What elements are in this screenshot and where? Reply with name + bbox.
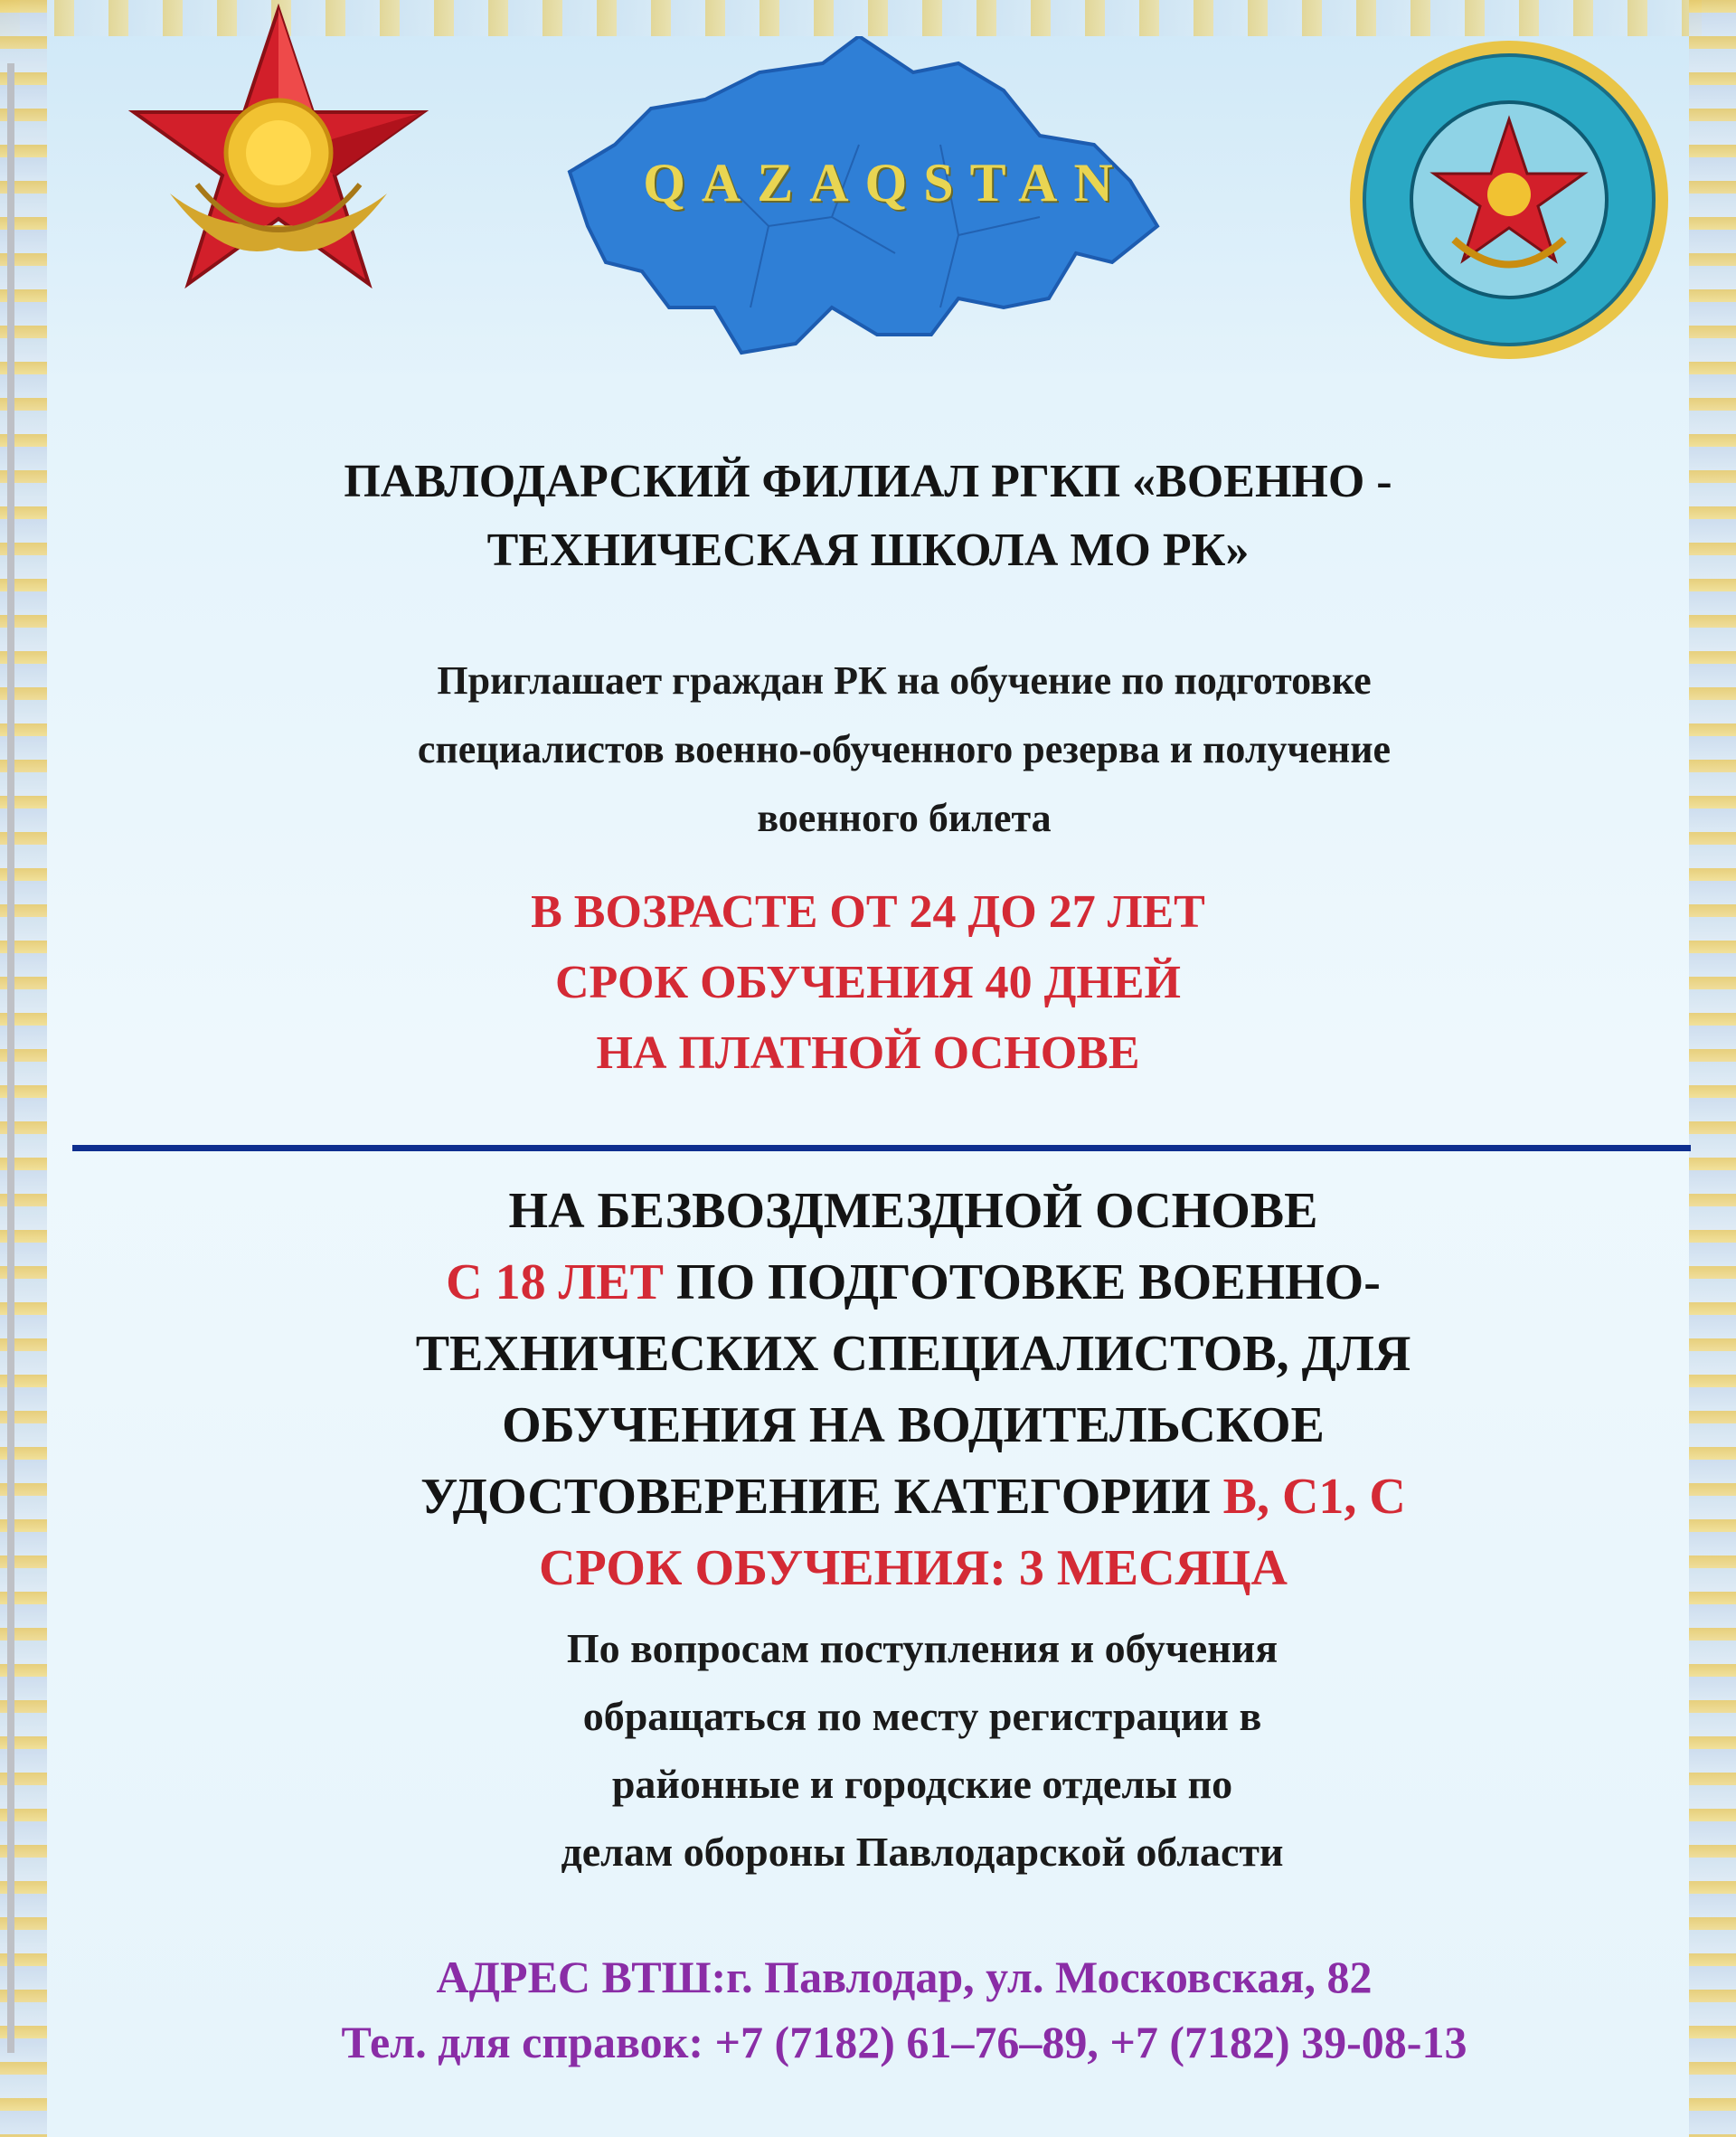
ornament-border-left [0, 0, 47, 2137]
paid-terms [434, 877, 1302, 1089]
free-line: ОБУЧЕНИЯ НА ВОДИТЕЛЬСКОЕ [502, 1397, 1325, 1453]
title-line: ТЕХНИЧЕСКАЯ ШКОЛА МО РК» [486, 525, 1250, 576]
invitation-text [181, 647, 1628, 853]
free-terms [307, 1176, 1519, 1604]
free-line: ТЕХНИЧЕСКИХ СПЕЦИАЛИСТОВ, ДЛЯ [415, 1326, 1411, 1382]
free-line [307, 1247, 1519, 1319]
kazakhstan-map-icon [533, 36, 1166, 416]
invite-line: военного билета [757, 796, 1052, 840]
free-heading: НА БЕЗВОЗДМЕЗДНОЙ ОСНОВЕ [508, 1183, 1318, 1239]
contact-info [389, 1614, 1456, 1886]
free-age: С 18 ЛЕТ [446, 1254, 665, 1310]
payment-basis: НА ПЛАТНОЙ ОСНОВЕ [596, 1027, 1140, 1079]
military-school-seal-icon [1345, 36, 1673, 364]
age-requirement: В ВОЗРАСТЕ ОТ 24 ДО 27 ЛЕТ [531, 886, 1205, 938]
address-line: АДРЕС ВТШ:г. Павлодар, ул. Московская, 82 [436, 1952, 1373, 2002]
school-address [181, 1944, 1628, 2075]
contact-line: районные и городские отделы по [611, 1761, 1233, 1807]
ornament-border-right [1689, 0, 1736, 2137]
training-duration: СРОК ОБУЧЕНИЯ 40 ДНЕЙ [555, 957, 1181, 1008]
free-line-rest: ПО ПОДГОТОВКЕ ВОЕННО- [664, 1254, 1381, 1310]
map-caption: QAZAQSTAN [643, 153, 1129, 213]
title-line: ПАВЛОДАРСКИЙ ФИЛИАЛ РГКП «ВОЕННО - [344, 456, 1392, 507]
phone-line: Тел. для справок: +7 (7182) 61–76–89, +7 (7182) 39-08-13 [341, 2017, 1467, 2067]
red-star-emblem-icon [116, 4, 441, 311]
free-line [307, 1461, 1519, 1533]
license-text: УДОСТОВЕРЕНИЕ КАТЕГОРИИ [420, 1469, 1223, 1525]
contact-line: По вопросам поступления и обучения [566, 1625, 1278, 1671]
license-categories: В, С1, С [1222, 1469, 1406, 1525]
school-title [307, 448, 1429, 585]
section-divider [72, 1145, 1691, 1151]
contact-line: делам обороны Павлодарской области [561, 1829, 1284, 1875]
contact-line: обращаться по месту регистрации в [582, 1693, 1262, 1739]
free-duration: СРОК ОБУЧЕНИЯ: 3 МЕСЯЦА [539, 1540, 1288, 1596]
invite-line: Приглашает граждан РК на обучение по подготовке [437, 658, 1372, 703]
invite-line: специалистов военно-обученного резерва и получение [417, 727, 1392, 771]
